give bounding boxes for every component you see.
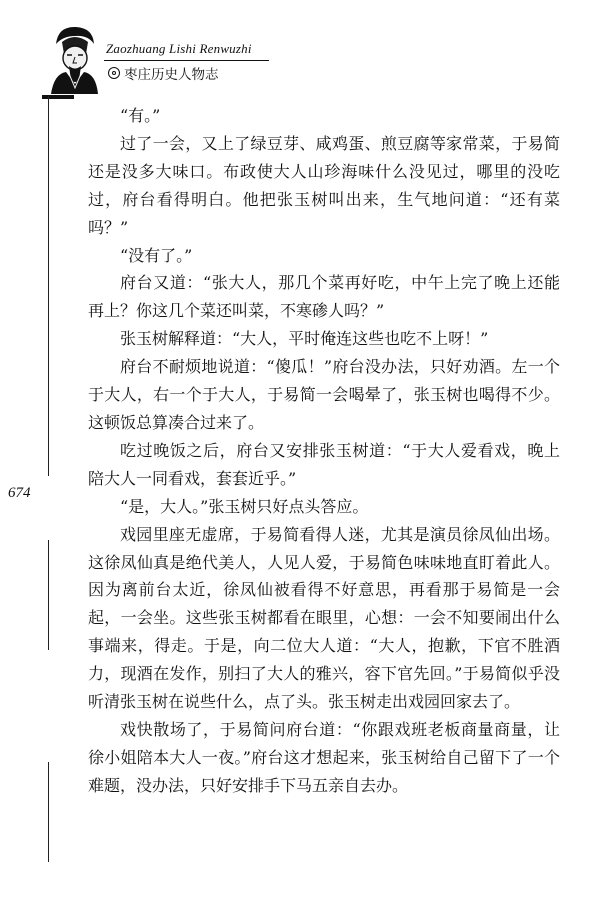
margin-line (48, 540, 49, 650)
header-rule (104, 60, 269, 61)
body-text (88, 102, 560, 800)
header-chinese-block (108, 63, 219, 83)
portrait-icon (48, 22, 100, 94)
paragraph: 过了一会，又上了绿豆芽、咸鸡蛋、煎豆腐等家常菜，于易简还是没多大味口。布政使大人山珍海味什么没见过，哪里的没吃过，府台看得明白。他把张玉树叫出来，生气地问道：“还有菜吗？” (88, 133, 560, 237)
paragraph: “有。” (120, 106, 161, 125)
paragraph: 府台不耐烦地说道：“傻瓜！”府台没办法，只好劝酒。左一个于大人，右一个于大人，于易简一会喝晕了，张玉树也喝得不少。这顿饭总算凑合过来了。 (88, 357, 560, 432)
header-thick-rule (42, 95, 74, 99)
paragraph: “没有了。” (120, 245, 193, 265)
double-circle-icon (108, 67, 120, 79)
header-roman-title: Zaozhuang Lishi Renwuzhi (106, 41, 252, 56)
margin-line (48, 96, 49, 476)
header-chinese-title: 枣庄历史人物志 (124, 67, 219, 83)
paragraph: 吃过晚饭之后，府台又安排张玉树道：“于大人爱看戏，晚上陪大人一同看戏，套套近乎。” (88, 440, 560, 488)
paragraph: 戏快散场了，于易简问府台道：“你跟戏班老板商量商量，让徐小姐陪本大人一夜。”府台这才想起来，张玉树给自己留下了一个难题，没办法，只好安排手下马五亲自去办。 (88, 719, 560, 795)
paragraph: 府台又道：“张大人，那几个菜再好吃，中午上完了晚上还能再上？你这几个菜还叫菜，不寒碜人吗？” (88, 273, 560, 321)
paragraph: 戏园里座无虚席，于易简看得人迷，尤其是演员徐凤仙出场。这徐凤仙真是绝代美人，人见人爱，于易简色味味地直盯着此人。因为离前台太近，徐凤仙被看得不好意思，再看那于易简是一会起，一会坐。这些张玉树都看在眼里，心想：一会不知要闹出什么事端来，得走。于是，向二位大人道：“大人，抱歉，下官不胜酒力，现酒在发作，别扫了大人的雅兴，容下官先回。”于易简似乎没听清张玉树在说些什么，点了头。张玉树走出戏园回家去了。 (88, 524, 560, 712)
paragraph: 张玉树解释道：“大人，平时俺连这些也吃不上呀！” (120, 329, 489, 349)
page-number: 674 (8, 485, 31, 501)
margin-line (48, 762, 49, 862)
paragraph: “是，大人。”张玉树只好点头答应。 (120, 496, 369, 516)
